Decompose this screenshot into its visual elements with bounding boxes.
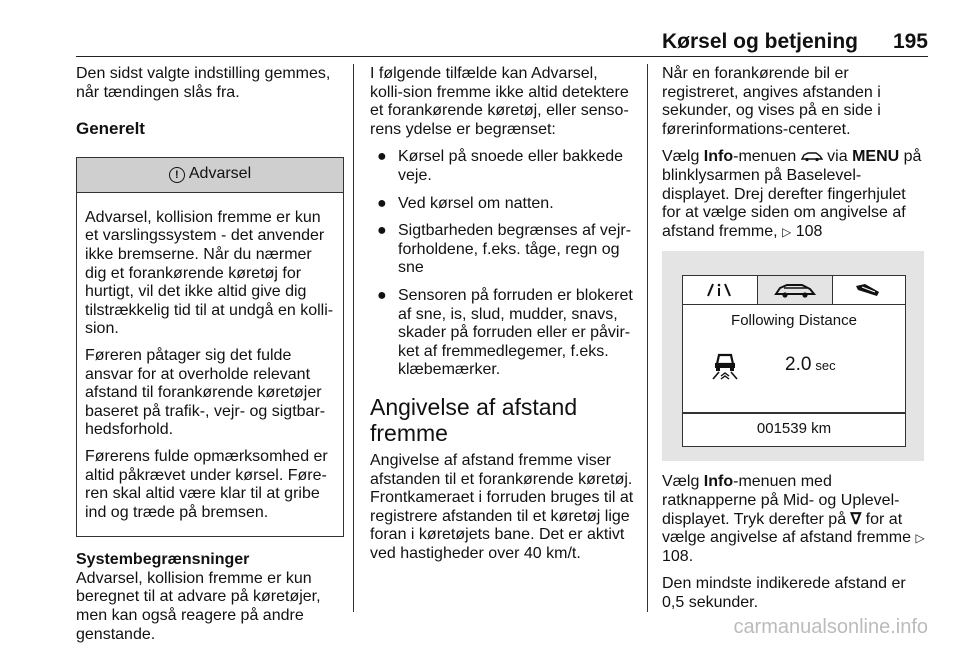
column-2 bbox=[370, 65, 634, 572]
road-info-icon bbox=[700, 282, 740, 298]
warning-title: Advarsel bbox=[188, 165, 252, 183]
warning-header bbox=[77, 158, 343, 193]
watermark: carmanualsonline.info bbox=[733, 616, 928, 638]
bullet-list bbox=[370, 148, 634, 380]
tab-vehicle-info bbox=[757, 276, 833, 304]
list-item bbox=[370, 287, 634, 380]
warning-body bbox=[77, 193, 343, 537]
page-header-title: Kørsel og betjening bbox=[661, 30, 858, 53]
text-run: -menuen bbox=[733, 148, 801, 166]
warning-paragraph: Førerens fulde opmærksomhed er altid påkrævet under kørsel. Føre-ren skal altid være klar til at gribe ind og træde på bremsen. bbox=[85, 447, 328, 521]
paragraph bbox=[662, 473, 928, 566]
list-item-text: Sigtbarheden begrænses af vejr-forholdene, f.eks. tåge, regn og sne bbox=[398, 222, 632, 277]
text-run: for at vælge angivelse af afstand fremme bbox=[662, 510, 916, 547]
intro-paragraph: I følgende tilfælde kan Advarsel, kolli-sion fremme ikke altid detektere et forankørende køretøj, eller senso-rens ydelse er begrænset: bbox=[370, 65, 629, 138]
page-ref[interactable]: 108. bbox=[662, 547, 694, 565]
paragraph bbox=[662, 148, 928, 241]
bullet-icon: ● bbox=[377, 286, 387, 304]
column-1 bbox=[76, 65, 344, 653]
page-number: 195 bbox=[892, 30, 928, 53]
down-triangle-icon: ∇ bbox=[850, 510, 862, 528]
car-icon bbox=[801, 151, 823, 162]
column-divider bbox=[647, 64, 648, 612]
distance-value: 2.0 bbox=[785, 354, 812, 376]
intro-paragraph: Den sidst valgte indstilling gemmes, når tændingen slås fra. bbox=[76, 65, 331, 101]
section-subheading: Generelt bbox=[76, 119, 145, 139]
tilted-car-icon bbox=[853, 282, 883, 298]
list-item-text: Sensoren på forruden er blokeret af sne, is, slud, mudder, snavs, skader på forruden eller er påvir-ket af fremmedlegemer, f.eks. klæbemærker. bbox=[398, 286, 633, 379]
warning-paragraph: Føreren påtager sig det fulde ansvar for at overholde relevant afstand til forankørende køretøjer baseret på trafik-, vejr- og sigtbar-hedsforhold. bbox=[85, 346, 326, 439]
info-term: Info bbox=[703, 148, 734, 166]
limits-paragraph: Advarsel, kollision fremme er kun beregnet til at advare på køretøjer, men kan også reagere på andre genstande. bbox=[76, 569, 321, 643]
bullet-icon: ● bbox=[377, 148, 387, 166]
menu-term: MENU bbox=[852, 148, 900, 166]
warning-icon: ! bbox=[169, 167, 185, 183]
distance-readout bbox=[785, 356, 836, 376]
info-term: Info bbox=[703, 473, 734, 491]
section-paragraph: Angivelse af afstand fremme viser afstanden til et forankørende køretøj. Frontkameraet i forruden bruges til at registrere afstanden til et køretøj lige foran i køretøjets bane. Det er aktivt ved hastigheder over 40 km/t. bbox=[370, 451, 634, 562]
text-run: på blinklysarmen på Baselevel-displayet. Drej derefter fingerhjulet for at vælge siden om angivelse af afstand fremme, bbox=[662, 148, 922, 240]
display-screen bbox=[682, 275, 906, 447]
column-3 bbox=[662, 65, 928, 622]
limits-heading: Systembegrænsninger bbox=[76, 551, 250, 569]
header-rule bbox=[76, 56, 928, 57]
list-item bbox=[370, 222, 634, 278]
text-run: -menuen med ratknapperne på Mid- og Uplevel-displayet. Tryk derefter på bbox=[662, 473, 900, 528]
column-divider bbox=[353, 64, 354, 612]
tab-other bbox=[831, 276, 905, 304]
text-run: Vælg bbox=[662, 473, 704, 491]
tab-trip-info bbox=[683, 276, 757, 304]
display-tabs bbox=[683, 276, 905, 305]
odometer: 001539 km bbox=[756, 420, 832, 438]
display-divider bbox=[683, 412, 905, 414]
text-run: Vælg bbox=[662, 148, 704, 166]
page-ref-icon: ▷ bbox=[782, 224, 792, 239]
paragraph: Når en forankørende bil er registreret, angives afstanden i sekunder, og vises på en side i førerinformations-centeret. bbox=[662, 65, 881, 138]
bullet-icon: ● bbox=[377, 222, 387, 240]
following-distance-icon bbox=[711, 350, 739, 380]
bullet-icon: ● bbox=[377, 194, 387, 212]
display-illustration bbox=[662, 251, 924, 461]
warning-paragraph: Advarsel, kollision fremme er kun et varslingssystem - det anvender ikke bremserne. Når du nærmer dig et forankørende køretøj for hurtigt, vil det ikke altid give dig tilstrækkelig tid til at undgå en kolli-sion. bbox=[85, 208, 334, 338]
list-item bbox=[370, 148, 634, 185]
display-title: Following Distance bbox=[731, 312, 857, 330]
page-ref-icon: ▷ bbox=[915, 531, 925, 546]
car-icon bbox=[774, 281, 816, 299]
list-item bbox=[370, 195, 634, 214]
page-ref[interactable]: 108 bbox=[795, 222, 823, 240]
section-title: Angivelse af afstand fremme bbox=[370, 393, 578, 446]
list-item-text: Ved kørsel om natten. bbox=[398, 194, 554, 212]
paragraph: Den mindste indikerede afstand er 0,5 sekunder. bbox=[662, 575, 906, 611]
warning-box bbox=[76, 157, 344, 538]
list-item-text: Kørsel på snoede eller bakkede veje. bbox=[398, 148, 624, 184]
distance-unit: sec bbox=[815, 358, 836, 374]
text-run: via bbox=[822, 148, 853, 166]
